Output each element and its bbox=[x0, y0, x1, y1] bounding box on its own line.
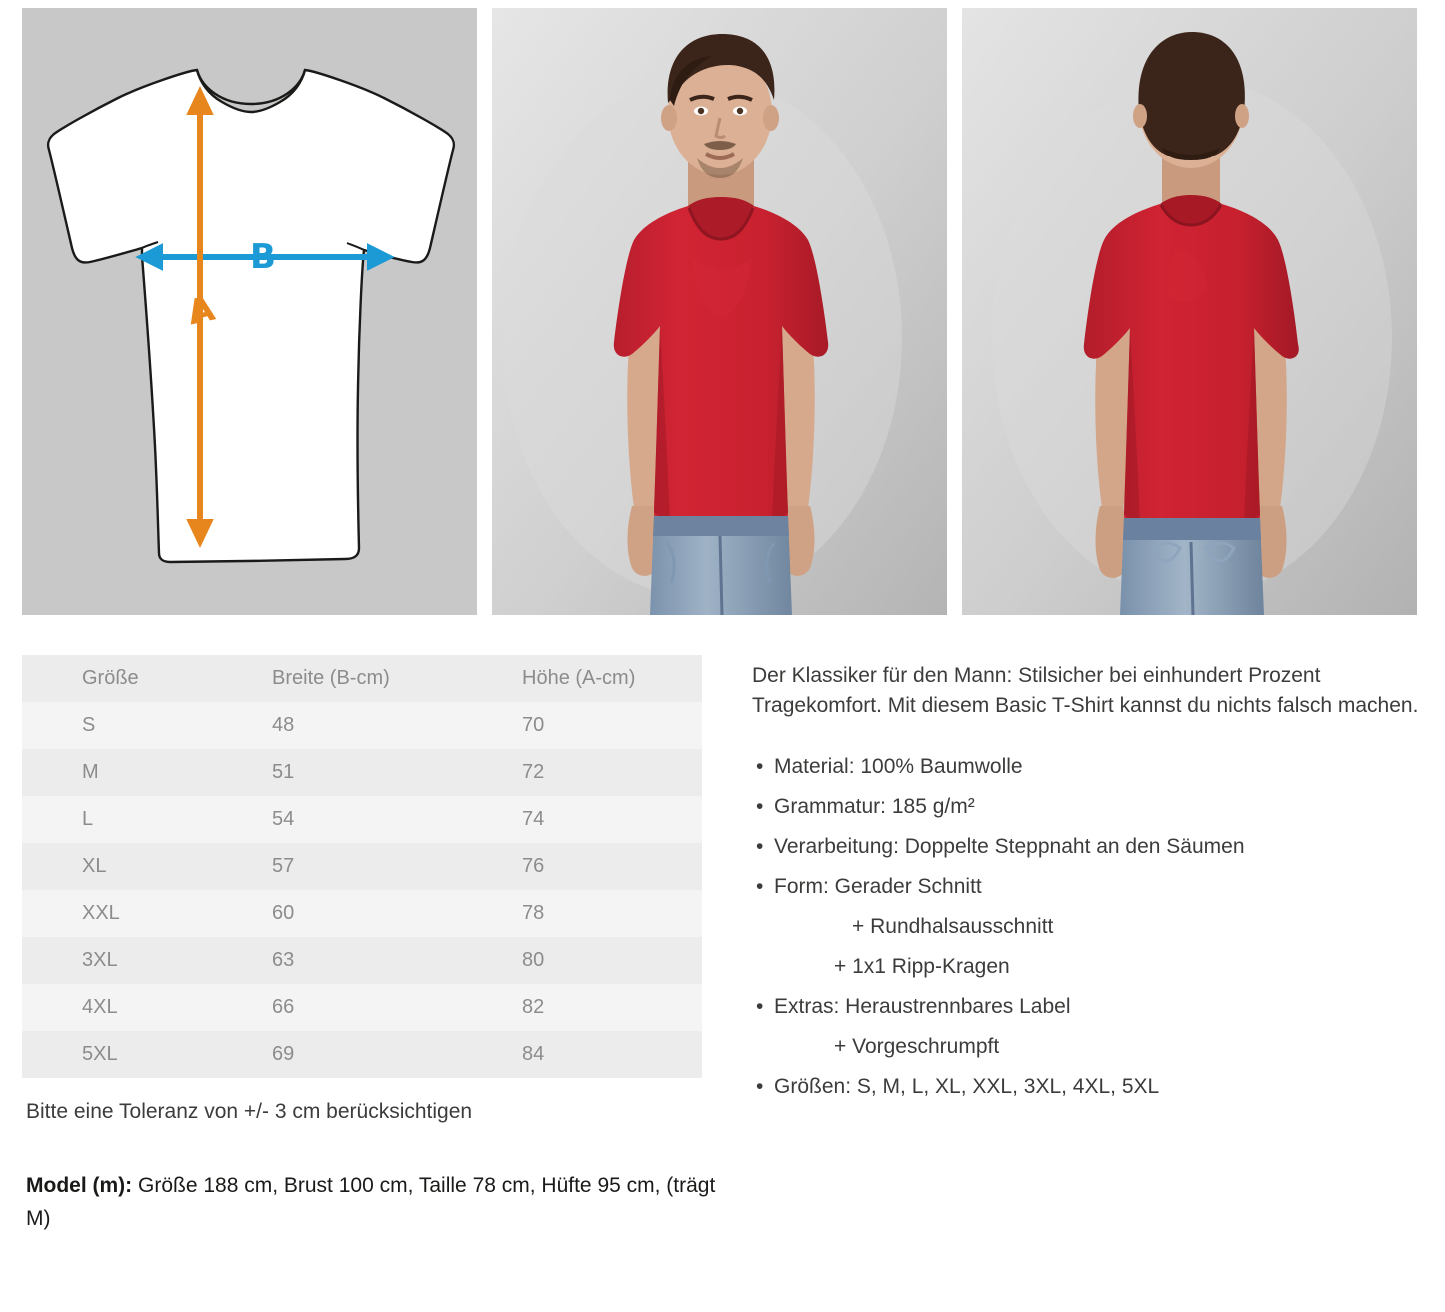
cell-width: 54 bbox=[272, 808, 295, 830]
cell-size: L bbox=[82, 808, 94, 830]
model-label: Model (m): bbox=[26, 1174, 133, 1197]
size-table-column bbox=[22, 655, 722, 1235]
cell-width: 66 bbox=[272, 996, 295, 1018]
cell-height: 78 bbox=[522, 902, 545, 924]
list-item: + Rundhalsausschnitt bbox=[852, 914, 1054, 938]
header-width: Breite (B-cm) bbox=[272, 667, 390, 689]
tolerance-note: Bitte eine Toleranz von +/- 3 cm berücksichtigen bbox=[26, 1100, 473, 1123]
header-size: Größe bbox=[82, 667, 139, 689]
model-back-view bbox=[962, 8, 1417, 615]
cell-width: 48 bbox=[272, 714, 295, 736]
tshirt-outline-icon bbox=[22, 8, 477, 615]
cell-width: 69 bbox=[272, 1043, 295, 1065]
height-label: A bbox=[184, 288, 219, 334]
table-row bbox=[22, 843, 702, 890]
feature-list bbox=[752, 756, 1423, 1097]
model-front-view bbox=[492, 8, 947, 615]
list-item: • Grammatur: 185 g/m² bbox=[752, 796, 1423, 817]
table-row bbox=[22, 890, 702, 937]
cell-size: 3XL bbox=[82, 949, 118, 971]
width-label: B bbox=[250, 237, 276, 277]
model-back-illustration bbox=[962, 8, 1417, 615]
product-image-row bbox=[0, 0, 1445, 615]
size-table bbox=[22, 655, 702, 1078]
details-section bbox=[0, 615, 1445, 1235]
cell-width: 51 bbox=[272, 761, 295, 783]
model-info bbox=[26, 1170, 722, 1235]
cell-height: 74 bbox=[522, 808, 545, 830]
cell-width: 57 bbox=[272, 855, 295, 877]
table-row bbox=[22, 1031, 702, 1078]
cell-height: 82 bbox=[522, 996, 545, 1018]
cell-width: 60 bbox=[272, 902, 295, 924]
list-item: • Form: Gerader Schnitt bbox=[752, 876, 1423, 897]
model-text: Größe 188 cm, Brust 100 cm, Taille 78 cm, Hüfte 95 cm, (trägt M) bbox=[26, 1174, 716, 1230]
list-item: • Verarbeitung: Doppelte Steppnaht an den Säumen bbox=[752, 836, 1423, 857]
table-header-row bbox=[22, 655, 702, 702]
cell-height: 84 bbox=[522, 1043, 545, 1065]
cell-height: 72 bbox=[522, 761, 545, 783]
table-row bbox=[22, 984, 702, 1031]
cell-size: 4XL bbox=[82, 996, 118, 1018]
list-item: • Extras: Heraustrennbares Label bbox=[752, 996, 1423, 1017]
cell-size: M bbox=[82, 761, 99, 783]
cell-size: S bbox=[82, 714, 96, 736]
cell-size: XL bbox=[82, 855, 107, 877]
list-item: + Vorgeschrumpft bbox=[834, 1034, 1000, 1058]
table-row bbox=[22, 796, 702, 843]
table-row bbox=[22, 749, 702, 796]
table-row bbox=[22, 702, 702, 749]
cell-width: 63 bbox=[272, 949, 295, 971]
product-description: Der Klassiker für den Mann: Stilsicher bei einhundert Prozent Tragekomfort. Mit diesem Basic T-Shirt kannst du nichts falsch machen. bbox=[752, 664, 1419, 718]
product-description-column bbox=[752, 655, 1423, 1235]
cell-height: 70 bbox=[522, 714, 545, 736]
list-item: • Größen: S, M, L, XL, XXL, 3XL, 4XL, 5XL bbox=[752, 1076, 1423, 1097]
size-diagram-panel bbox=[22, 8, 477, 615]
cell-height: 76 bbox=[522, 855, 545, 877]
cell-height: 80 bbox=[522, 949, 545, 971]
cell-size: XXL bbox=[82, 902, 120, 924]
table-row bbox=[22, 937, 702, 984]
list-item: • Material: 100% Baumwolle bbox=[752, 756, 1423, 777]
header-height: Höhe (A-cm) bbox=[522, 667, 636, 689]
list-item: + 1x1 Ripp-Kragen bbox=[834, 954, 1010, 978]
cell-size: 5XL bbox=[82, 1043, 118, 1065]
model-front-illustration bbox=[492, 8, 947, 615]
